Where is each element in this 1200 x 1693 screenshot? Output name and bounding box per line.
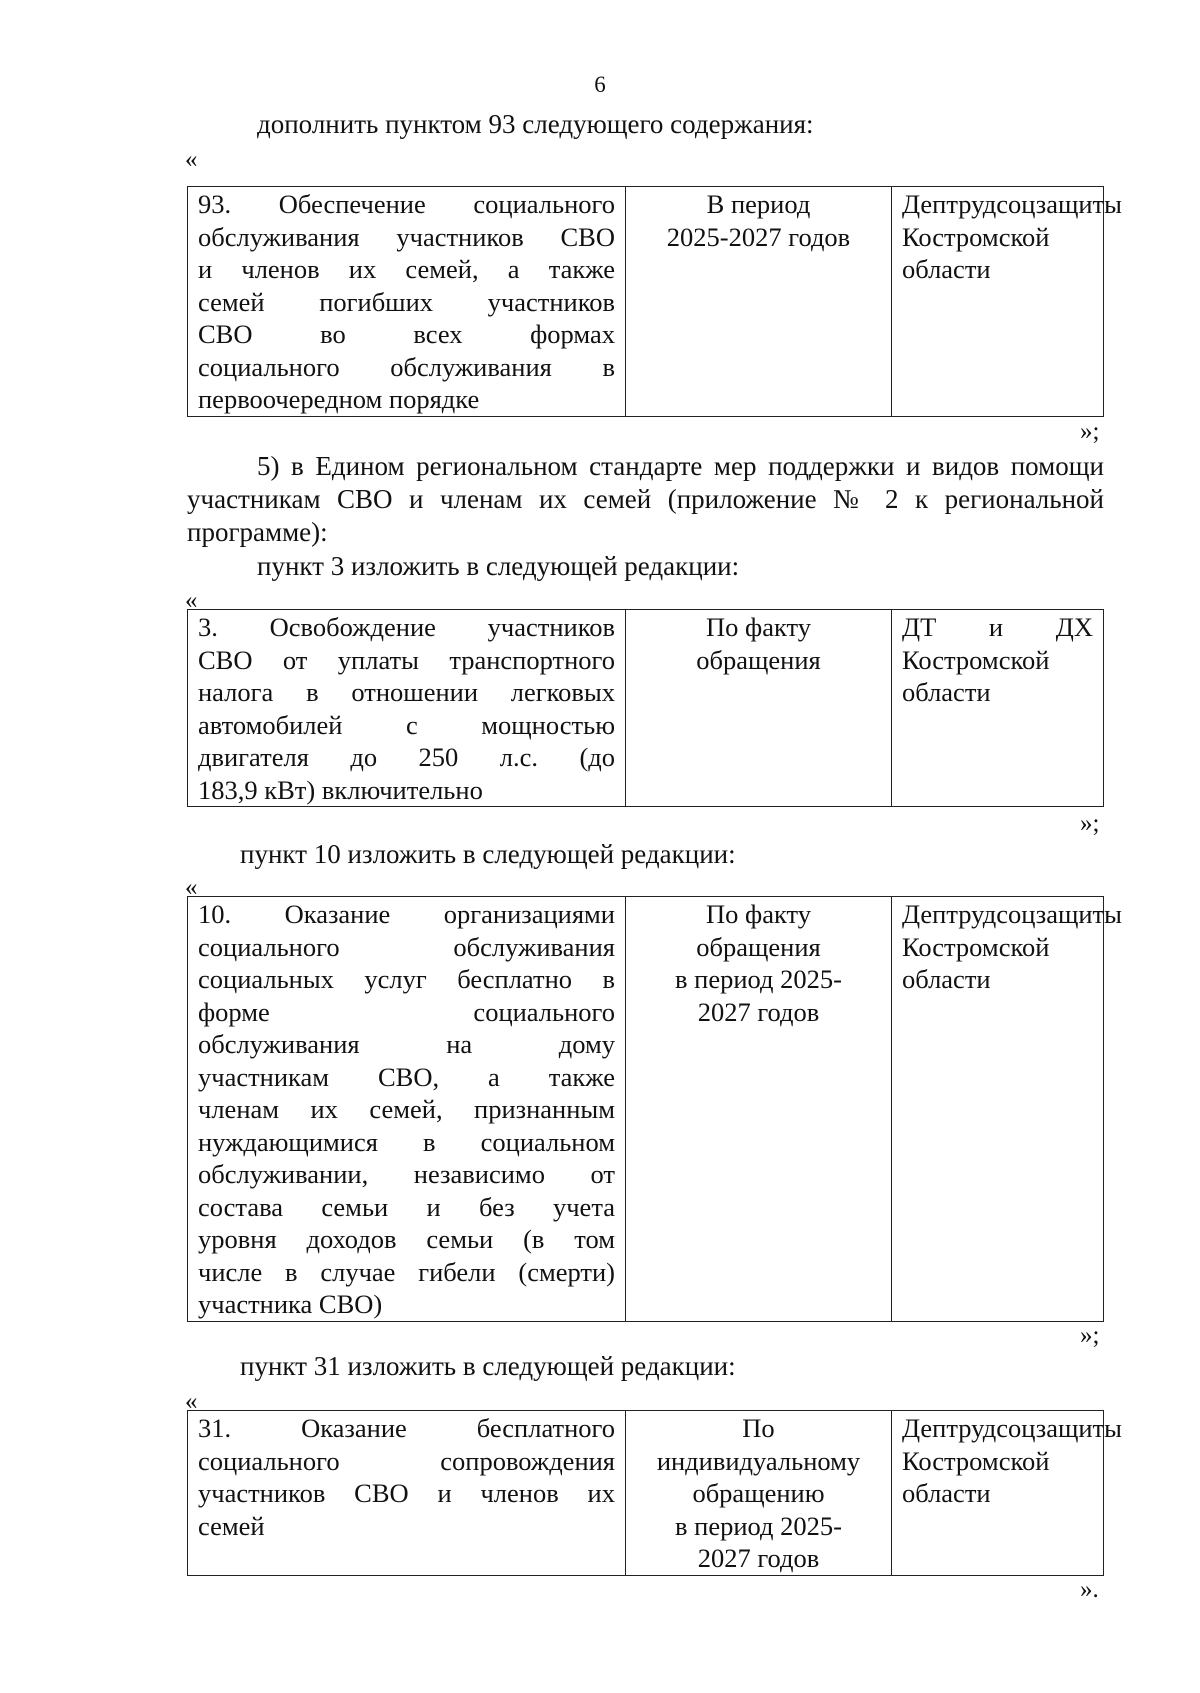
description-cell: 31. Оказание бесплатного социального сопровождения участников СВО и членов их семей [188, 1411, 626, 1576]
responsible-cell: Дептрудсоцзащиты Костромской области [892, 1411, 1104, 1576]
table-item-93 [187, 186, 1122, 417]
table-row [188, 187, 1104, 417]
intro-item-93: дополнить пунктом 93 следующего содержания: [257, 109, 814, 139]
open-quote: « [185, 587, 198, 614]
close-quote: »; [1080, 1322, 1100, 1349]
description-cell: 3. Освобождение участников СВО от уплаты транспортного налога в отношении легковых автомобилей с мощностью двигателя до 250 л.с. (до 183,9 кВт) включительно [188, 610, 626, 807]
open-quote: « [185, 874, 198, 901]
intro-item-31: пункт 31 изложить в следующей редакции: [240, 1351, 736, 1381]
table-row [188, 897, 1104, 1322]
table-item-31 [187, 1410, 1122, 1576]
item-5-paragraph: 5) в Едином региональном стандарте мер поддержки и видов помощи участникам СВО и членам их семей (приложение № 2 к региональной программе): [187, 451, 1104, 547]
table-row [188, 610, 1104, 807]
close-quote: »; [1080, 810, 1100, 837]
responsible-cell: Дептрудсоцзащиты Костромской области [892, 897, 1104, 1322]
table-row [188, 1411, 1104, 1576]
responsible-cell: Дептрудсоцзащиты Костромской области [892, 187, 1104, 417]
description-cell: 10. Оказание организациями социального обслуживания социальных услуг бесплатно в форме социального обслуживания на дому участникам СВО, а также членам их семей, признанным нуждающимися в социальном обслуживании, независимо от состава семьи и без учета уровня доходов семьи (в том числе в случае гибели (смерти) участника СВО) [188, 897, 626, 1322]
intro-item-3: пункт 3 изложить в следующей редакции: [257, 551, 740, 581]
period-cell: По факту обращения [626, 610, 892, 807]
responsible-cell: ДТ и ДХ Костромской области [892, 610, 1104, 807]
period-cell: По индивидуальному обращению в период 2025- 2027 годов [626, 1411, 892, 1576]
open-quote: « [185, 146, 198, 173]
description-cell: 93. Обеспечение социального обслуживания участников СВО и членов их семей, а также семей погибших участников СВО во всех формах социального обслуживания в первоочередном порядке [188, 187, 626, 417]
close-quote: »; [1080, 418, 1100, 445]
table-item-10 [187, 896, 1122, 1322]
table-item-3 [187, 609, 1104, 807]
page-number: 6 [594, 72, 606, 97]
period-cell: В период 2025-2027 годов [626, 187, 892, 417]
close-quote: ». [1080, 1576, 1099, 1603]
open-quote: « [185, 1388, 198, 1415]
period-cell: По факту обращения в период 2025- 2027 годов [626, 897, 892, 1322]
intro-item-10: пункт 10 изложить в следующей редакции: [240, 839, 736, 869]
